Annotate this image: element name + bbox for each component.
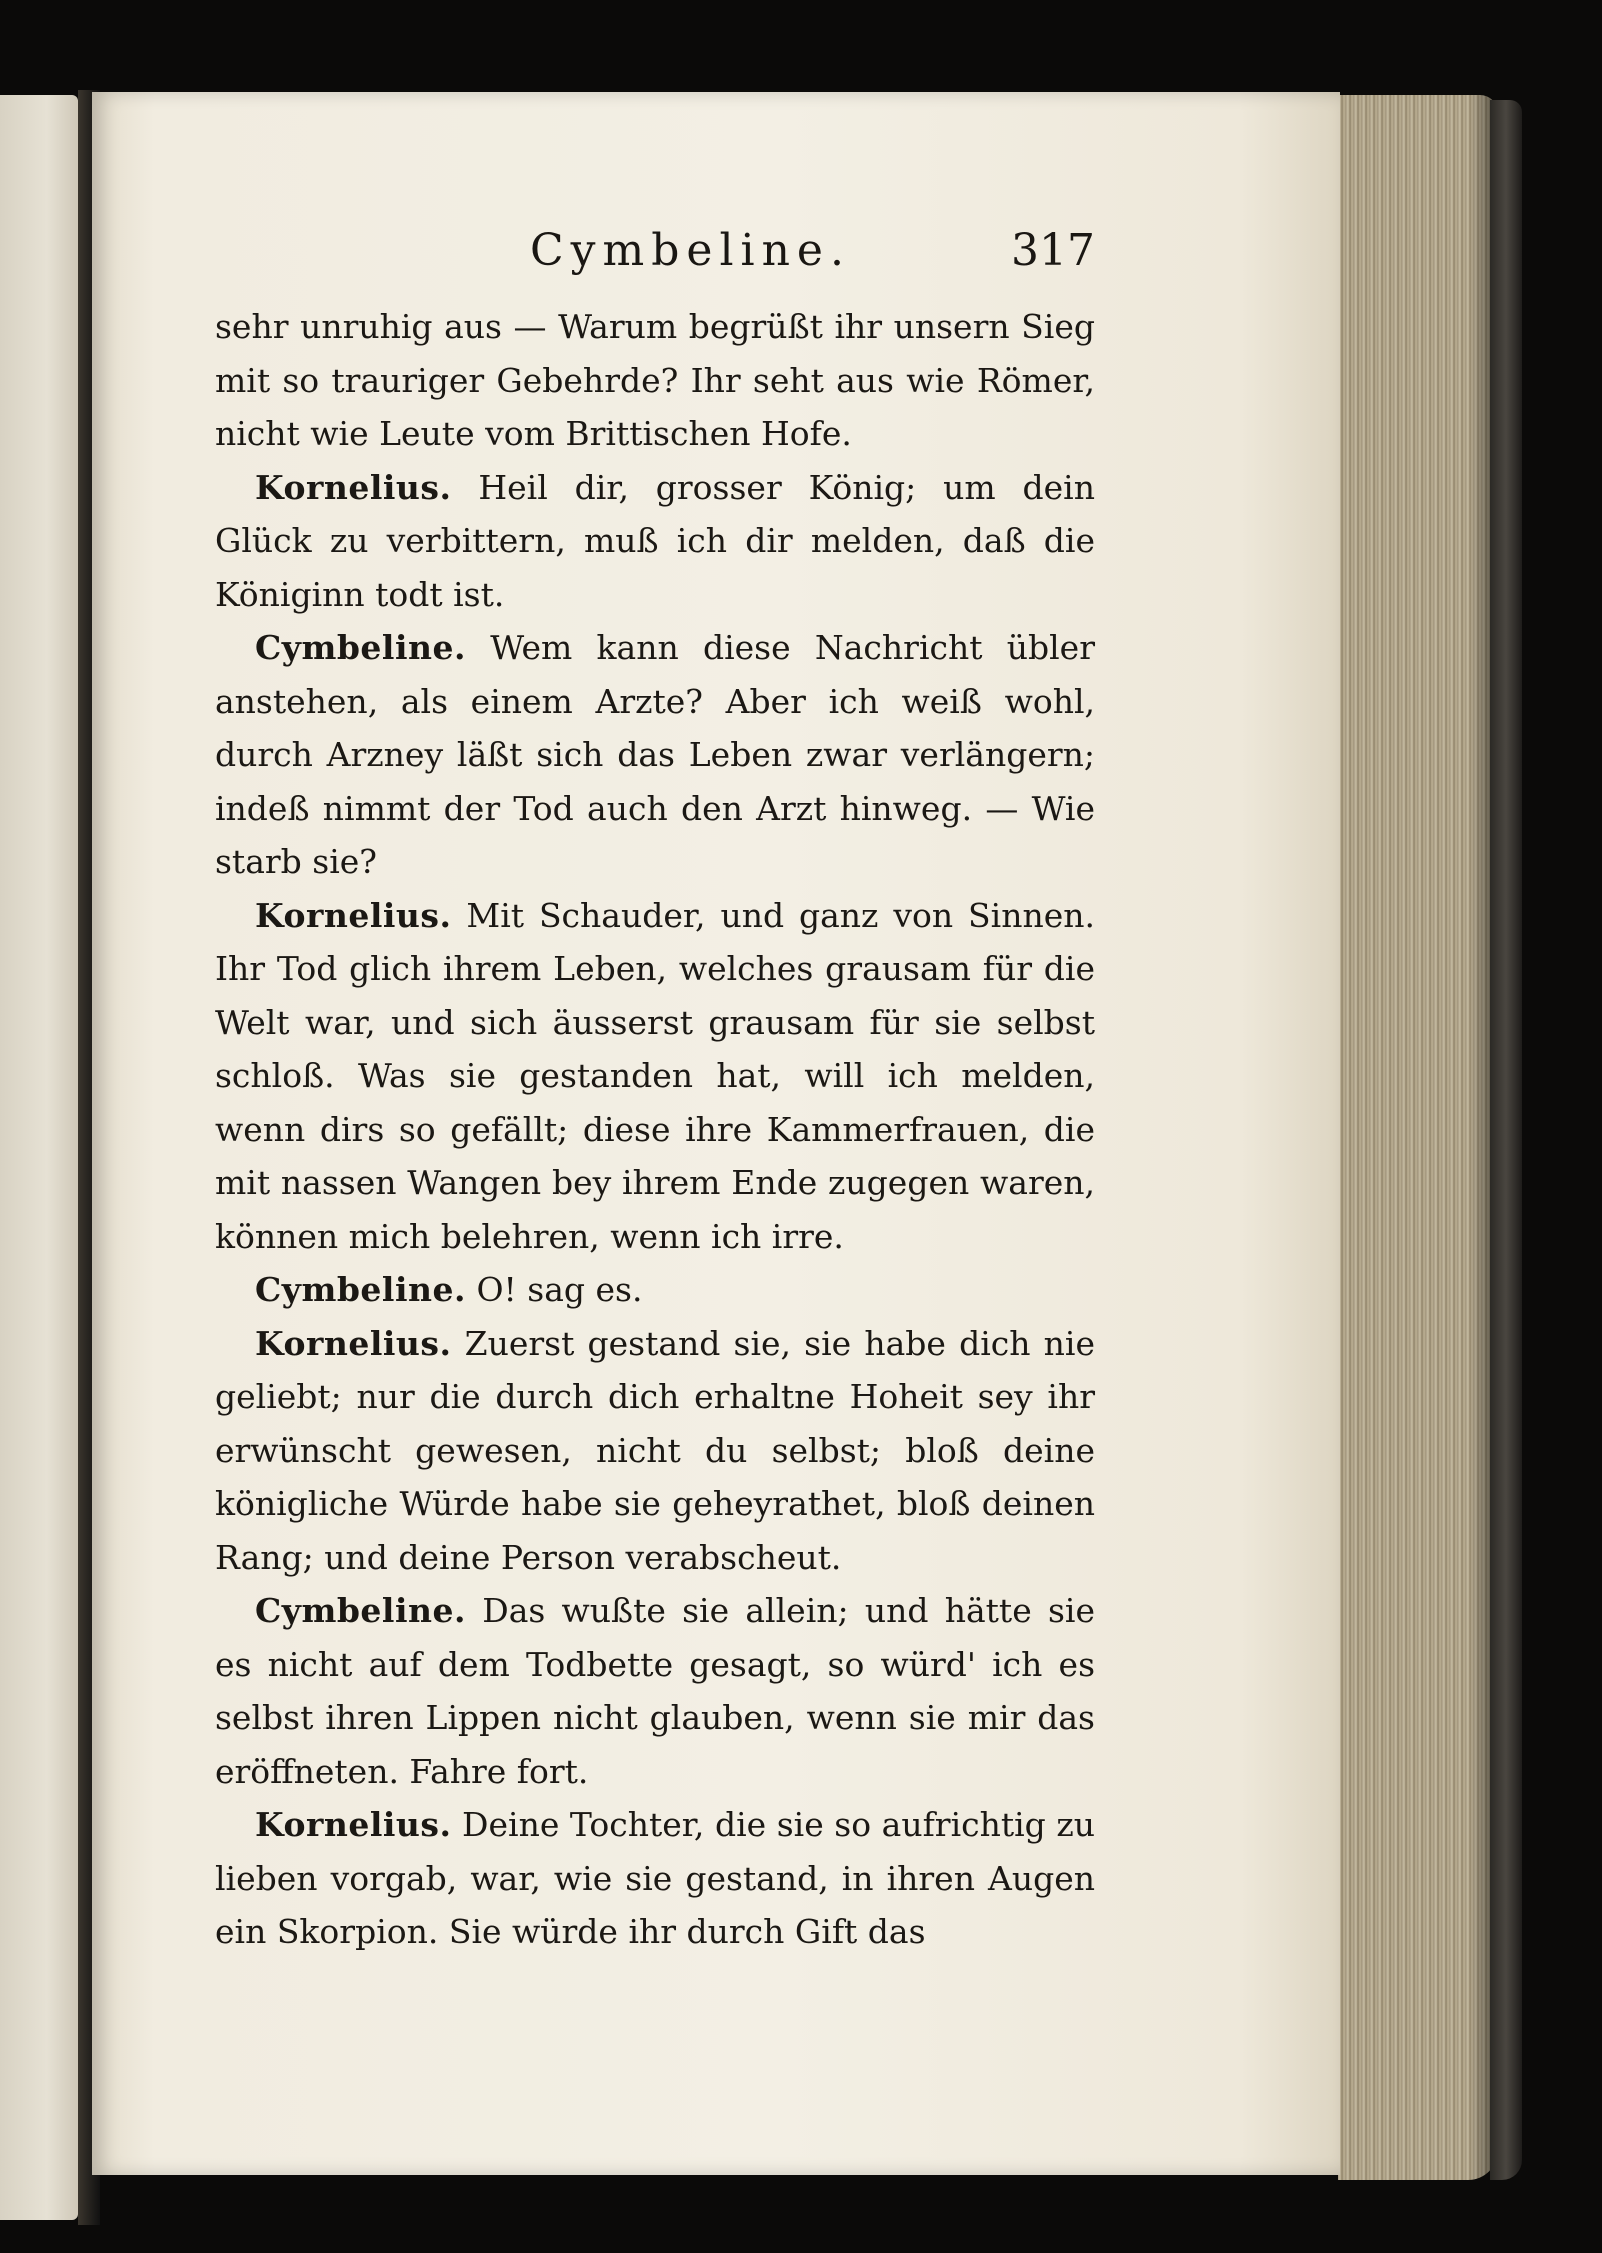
dialogue-text: O! sag es. — [476, 1270, 643, 1309]
paragraph-text: sehr unruhig aus — Warum begrüßt ihr unsern Sieg mit so trauriger Gebehrde? Ihr seht aus wie Römer, nicht wie Leute vom Brittischen Hofe. — [215, 307, 1095, 453]
dialogue-paragraph — [215, 1263, 1095, 1317]
speaker-name: Kornelius. — [255, 1805, 452, 1844]
dialogue-text: Das wußte sie allein; und hätte sie es nicht auf dem Todbette gesagt, so würd' ich es selbst ihren Lippen nicht glauben, wenn sie mir das eröffneten. Fahre fort. — [215, 1591, 1095, 1791]
speaker-name: Cymbeline. — [255, 1270, 466, 1309]
dialogue-paragraph — [215, 1584, 1095, 1798]
dialogue-paragraph — [215, 1798, 1095, 1959]
speaker-name: Kornelius. — [255, 1323, 452, 1363]
dialogue-paragraph — [215, 621, 1095, 889]
dialogue-paragraph — [215, 1317, 1095, 1585]
body-text — [215, 300, 1095, 1959]
dialogue-text: Wem kann diese Nachricht übler anstehen, als einem Arzte? Aber ich weiß wohl, durch Arzney läßt sich das Leben zwar verlängern; indeß nimmt der Tod auch den Arzt hinweg. — Wie starb sie? — [215, 628, 1095, 881]
dialogue-text: Mit Schauder, und ganz von Sinnen. Ihr Tod glich ihrem Leben, welches grausam für die Welt war, und sich äusserst grausam für sie selbst schloß. Was sie gestanden hat, will ich melden, wenn dirs so gefällt; diese ihre Kammerfrauen, die mit nassen Wangen bey ihrem Ende zugegen waren, können mich belehren, wenn ich irre. — [215, 895, 1095, 1256]
speaker-name: Kornelius. — [255, 467, 452, 507]
dialogue-text: Zuerst gestand sie, sie habe dich nie geliebt; nur die durch dich erhaltne Hoheit sey ihr erwünscht gewesen, nicht du selbst; bloß deine königliche Würde habe sie geheyrathet, bloß deinen Rang; und deine Person verabscheut. — [215, 1323, 1095, 1577]
book-cover-edge — [1490, 100, 1522, 2180]
page-header — [215, 225, 1095, 285]
paragraph — [215, 300, 1095, 461]
dialogue-paragraph — [215, 889, 1095, 1264]
facing-page-edge — [0, 95, 78, 2220]
page-block-fore-edge — [1338, 95, 1498, 2180]
dialogue-paragraph — [215, 461, 1095, 622]
speaker-name: Cymbeline. — [255, 628, 466, 667]
dialogue-text: Heil dir, grosser König; um dein Glück zu verbittern, muß ich dir melden, daß die Königinn todt ist. — [215, 467, 1095, 614]
running-title: Cymbeline. — [530, 225, 851, 276]
page-number: 317 — [1011, 225, 1095, 276]
dialogue-text: Deine Tochter, die sie so aufrichtig zu lieben vorgab, war, wie sie gestand, in ihren Augen ein Skorpion. Sie würde ihr durch Gift das — [215, 1805, 1095, 1951]
speaker-name: Kornelius. — [255, 895, 452, 935]
speaker-name: Cymbeline. — [255, 1591, 466, 1630]
